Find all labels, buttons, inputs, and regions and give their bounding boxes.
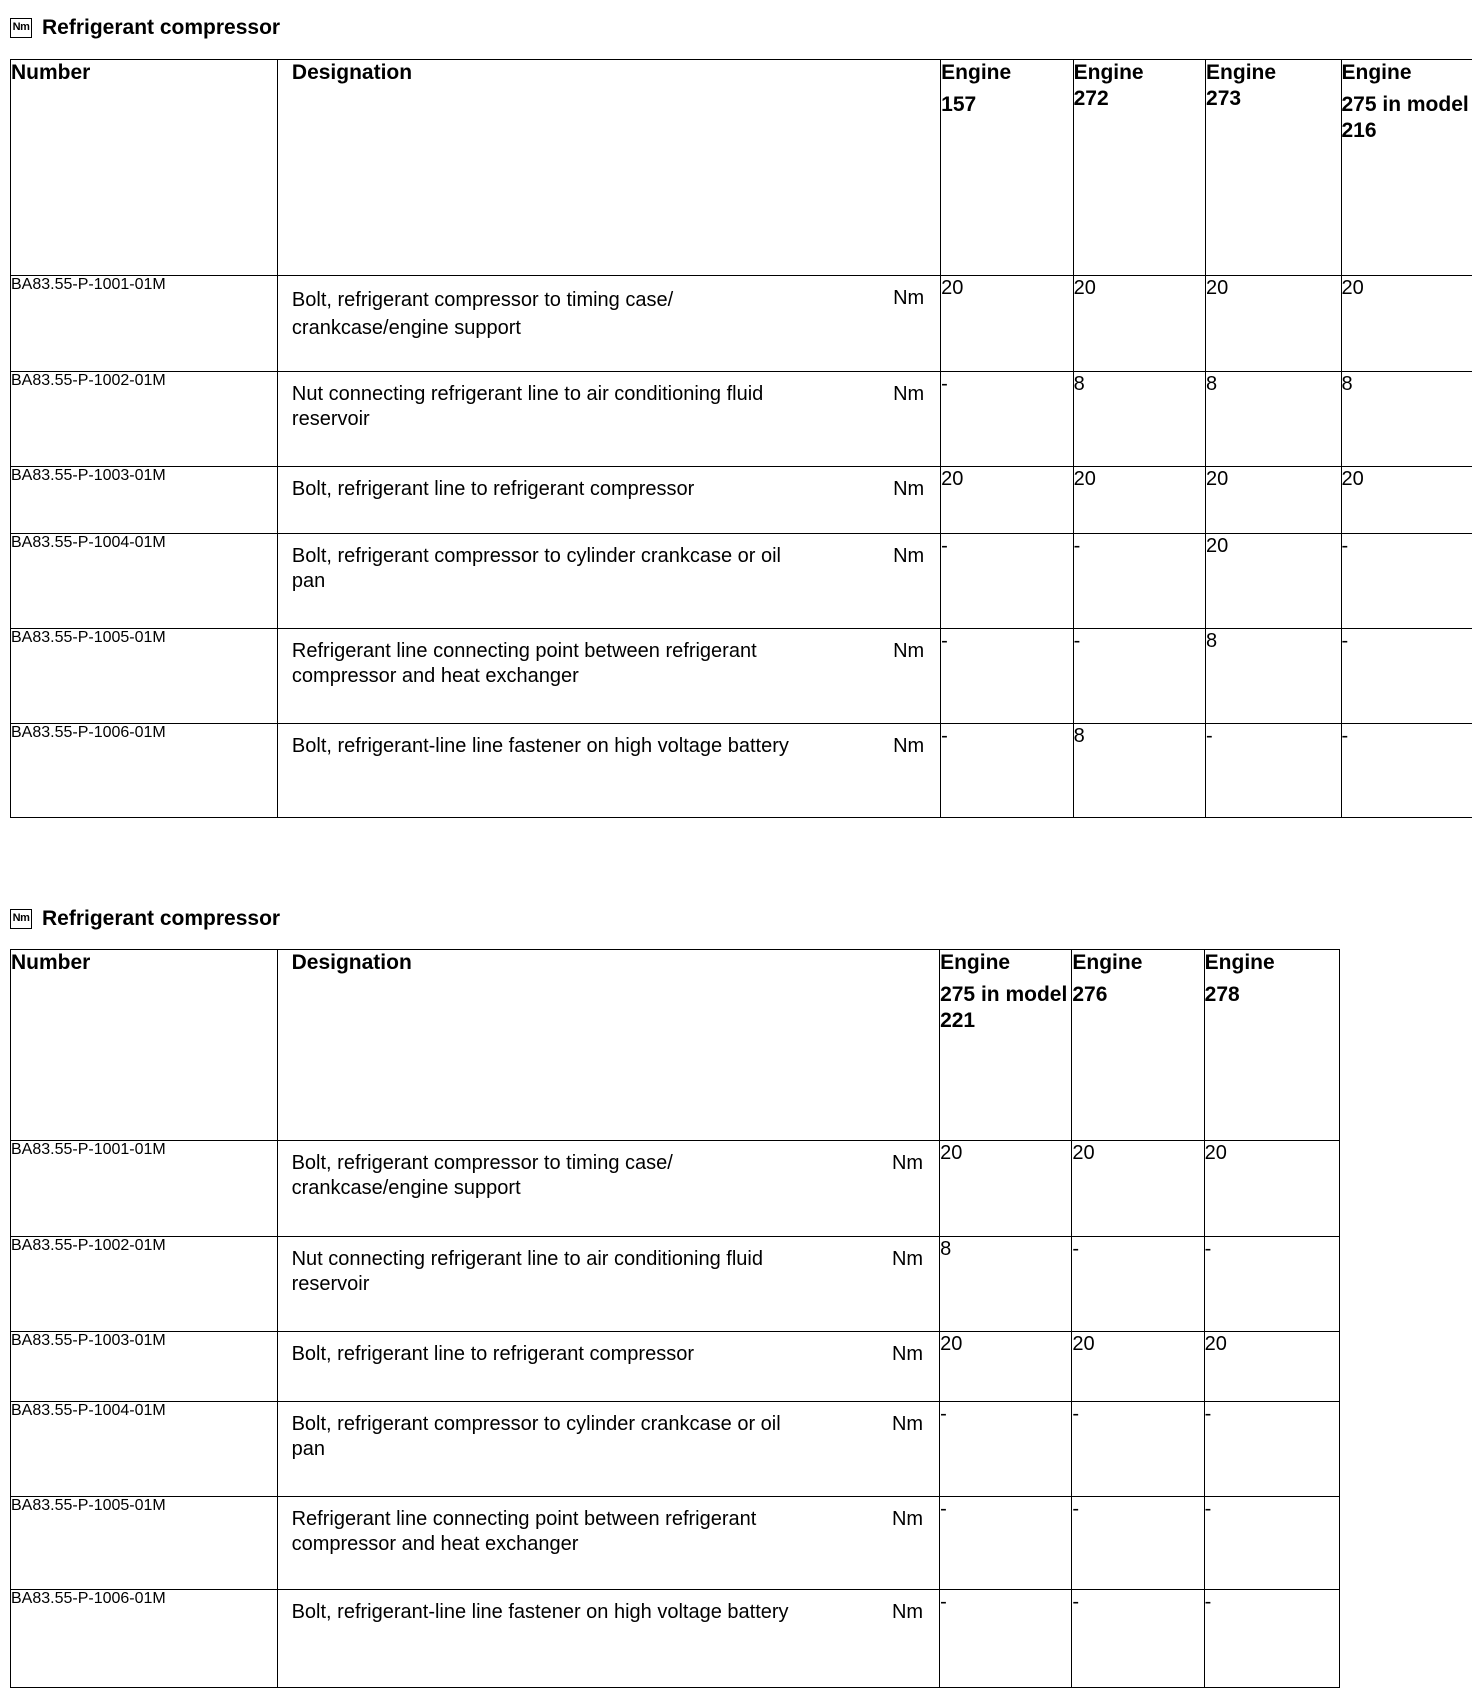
torque-nm-icon: Nm [10,909,32,929]
unit-label: Nm [892,1600,923,1625]
row-designation [277,1237,939,1332]
torque-value: 20 [1204,1332,1339,1402]
torque-value: - [1072,1237,1204,1332]
torque-value: 20 [1206,534,1341,629]
header-engine-label: Engine [940,951,1010,974]
row-number: BA83.55-P-1006-01M [11,724,278,818]
row-designation [277,534,940,629]
designation-text: Nut connecting refrigerant line to air conditioning fluid reservoir [292,1247,812,1297]
table-header-row [11,950,1340,1141]
row-number: BA83.55-P-1001-01M [11,276,278,372]
torque-value: - [941,724,1073,818]
unit-label: Nm [893,734,924,759]
row-number: BA83.55-P-1004-01M [11,534,278,629]
row-number: BA83.55-P-1005-01M [11,629,278,724]
row-designation [277,1590,939,1688]
header-engine-number: 276 [1072,982,1203,1008]
torque-value: 20 [1341,276,1472,372]
unit-label: Nm [892,1342,923,1367]
header-engine [1072,950,1204,1141]
unit-label: Nm [893,477,924,502]
header-engine-number: 273 [1206,86,1340,112]
torque-value: 20 [1073,467,1205,534]
table-row [11,467,1472,534]
designation-text: Bolt, refrigerant-line line fastener on high voltage battery [292,734,812,759]
torque-value: - [940,1402,1072,1497]
designation-text: Refrigerant line connecting point between refrigerant compressor and heat exchanger [292,639,812,689]
torque-value: 20 [940,1332,1072,1402]
torque-value: 20 [1206,276,1341,372]
torque-value: 8 [1073,724,1205,818]
table-row [11,372,1472,467]
header-engine-label: Engine [1205,951,1275,974]
torque-value: - [1341,724,1472,818]
designation-text: Bolt, refrigerant compressor to timing case/ crankcase/engine support [292,286,812,342]
header-engine-label: Engine [941,61,1011,84]
torque-value: - [1206,724,1341,818]
torque-value: 20 [1206,467,1341,534]
unit-label: Nm [892,1507,923,1557]
table-row [11,1402,1340,1497]
table-row [11,1141,1340,1237]
torque-value: 8 [1073,372,1205,467]
torque-value: - [1072,1590,1204,1688]
table-row [11,1497,1340,1590]
torque-value: 8 [1206,629,1341,724]
section-title-text: Refrigerant compressor [42,16,280,40]
row-designation [277,1402,939,1497]
torque-value: - [1341,534,1472,629]
row-number: BA83.55-P-1004-01M [11,1402,278,1497]
torque-value: 20 [1204,1141,1339,1237]
torque-value: - [1204,1402,1339,1497]
section-title [10,907,280,931]
torque-nm-icon: Nm [10,18,32,38]
torque-value: - [940,1497,1072,1590]
torque-value: - [940,1590,1072,1688]
row-designation [277,724,940,818]
header-engine-number: 278 [1205,982,1339,1008]
row-designation [277,276,940,372]
torque-value: - [1072,1497,1204,1590]
designation-text: Bolt, refrigerant line to refrigerant compressor [292,477,812,502]
torque-value: - [941,534,1073,629]
designation-text: Refrigerant line connecting point between refrigerant compressor and heat exchanger [292,1507,812,1557]
torque-value: 20 [1341,467,1472,534]
table-row [11,276,1472,372]
header-engine [940,950,1072,1141]
header-engine-number: 157 [941,92,1072,118]
header-engine-label: Engine [1342,61,1412,84]
designation-text: Bolt, refrigerant compressor to cylinder crankcase or oil pan [292,544,812,594]
row-designation [277,1141,939,1237]
header-engine [941,60,1073,276]
table-row [11,1332,1340,1402]
header-engine [1341,60,1472,276]
row-designation [277,467,940,534]
row-designation [277,372,940,467]
torque-value: 20 [1072,1141,1204,1237]
table-row [11,629,1472,724]
torque-value: - [1204,1590,1339,1688]
row-number: BA83.55-P-1005-01M [11,1497,278,1590]
torque-value: - [1204,1237,1339,1332]
torque-value: 20 [1072,1332,1204,1402]
header-engine-number: 272 [1074,86,1205,112]
table-row [11,1590,1340,1688]
designation-text: Bolt, refrigerant-line line fastener on high voltage battery [292,1600,812,1625]
designation-text: Bolt, refrigerant compressor to timing case/ crankcase/engine support [292,1151,812,1201]
torque-value: 20 [1073,276,1205,372]
table-row [11,534,1472,629]
designation-text: Nut connecting refrigerant line to air conditioning fluid reservoir [292,382,812,432]
torque-table-2 [10,949,1340,1688]
torque-value: 20 [941,276,1073,372]
unit-label: Nm [893,382,924,432]
header-engine-label: Engine [1072,951,1142,974]
header-designation: Designation [277,60,940,276]
section-title-text: Refrigerant compressor [42,907,280,931]
row-designation [277,1332,939,1402]
torque-value: 8 [1341,372,1472,467]
torque-value: - [1072,1402,1204,1497]
header-engine-number: 275 in model 221 [940,982,1071,1034]
row-number: BA83.55-P-1003-01M [11,1332,278,1402]
torque-value: - [941,629,1073,724]
torque-table-1 [10,59,1472,818]
unit-label: Nm [892,1151,923,1201]
torque-value: 20 [940,1141,1072,1237]
torque-value: 8 [940,1237,1072,1332]
torque-value: - [1341,629,1472,724]
designation-text: Bolt, refrigerant line to refrigerant compressor [292,1342,812,1367]
header-engine [1073,60,1205,276]
row-designation [277,629,940,724]
table-row [11,1237,1340,1332]
torque-value: 8 [1206,372,1341,467]
table-row [11,724,1472,818]
header-engine [1204,950,1339,1141]
header-number: Number [11,60,278,276]
table-header-row [11,60,1472,276]
designation-text: Bolt, refrigerant compressor to cylinder crankcase or oil pan [292,1412,812,1462]
header-number: Number [11,950,278,1141]
section-title [10,16,280,40]
unit-label: Nm [892,1412,923,1462]
header-engine-label: Engine [1206,61,1276,84]
header-engine-number: 275 in model 216 [1342,92,1472,144]
torque-value: 20 [941,467,1073,534]
torque-value: - [1073,629,1205,724]
torque-value: - [1204,1497,1339,1590]
unit-label: Nm [893,544,924,594]
row-number: BA83.55-P-1003-01M [11,467,278,534]
row-number: BA83.55-P-1002-01M [11,1237,278,1332]
row-number: BA83.55-P-1002-01M [11,372,278,467]
row-number: BA83.55-P-1001-01M [11,1141,278,1237]
header-designation: Designation [277,950,939,1141]
header-engine [1206,60,1341,276]
row-number: BA83.55-P-1006-01M [11,1590,278,1688]
torque-value: - [1073,534,1205,629]
header-engine-label: Engine [1074,61,1144,84]
torque-value: - [941,372,1073,467]
unit-label: Nm [893,639,924,689]
unit-label: Nm [892,1247,923,1297]
row-designation [277,1497,939,1590]
unit-label: Nm [893,286,924,342]
